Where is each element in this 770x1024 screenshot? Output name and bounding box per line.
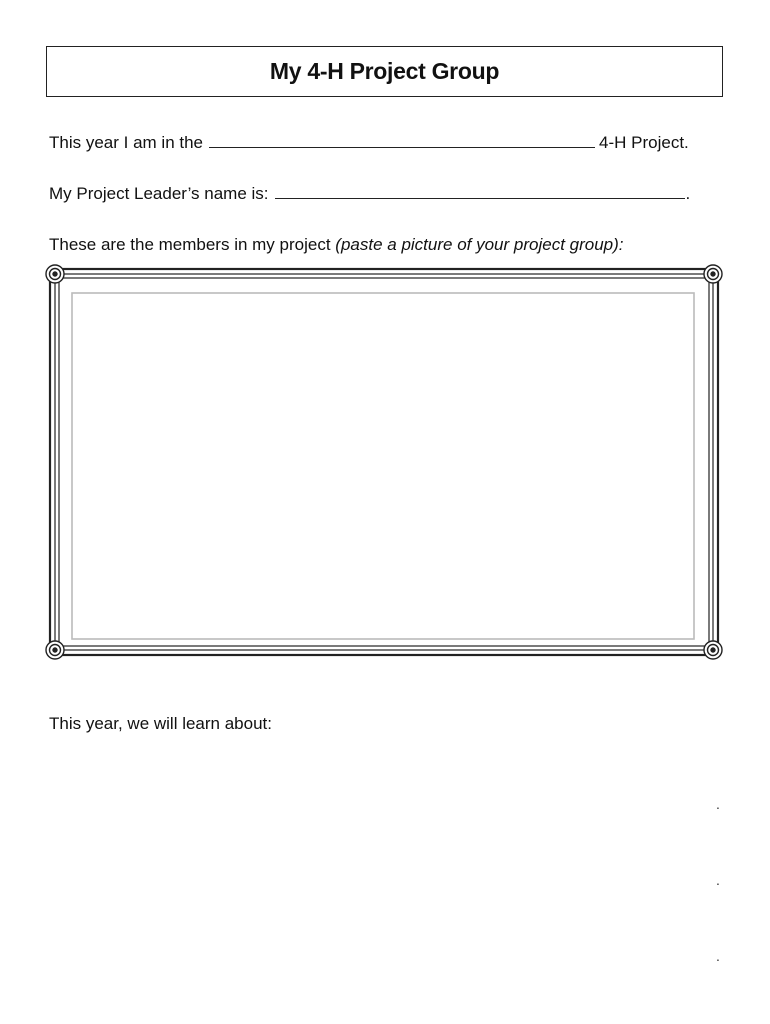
title-box (46, 46, 723, 97)
photo-frame[interactable] (40, 260, 730, 666)
learn-line-2-end: . (716, 872, 720, 888)
project-name-blank[interactable] (209, 135, 595, 148)
project-prefix-label: This year I am in the (49, 133, 204, 152)
members-instruction-label: (paste a picture of your project group): (335, 235, 624, 254)
project-name-line (49, 133, 689, 153)
members-line (49, 235, 624, 255)
page-title: My 4-H Project Group (269, 58, 500, 84)
learn-line-1-end: . (716, 796, 720, 812)
project-suffix-label: 4-H Project. (599, 133, 689, 152)
members-prefix-label: These are the members in my project (49, 235, 331, 254)
learn-heading: This year, we will learn about: (49, 714, 272, 733)
leader-prefix-label: My Project Leader’s name is: (49, 184, 269, 203)
picture-area (72, 293, 694, 639)
leader-name-line (49, 184, 690, 204)
learn-line-3-end: . (716, 948, 720, 964)
leader-name-blank[interactable] (275, 186, 685, 199)
leader-suffix-label: . (685, 184, 691, 203)
